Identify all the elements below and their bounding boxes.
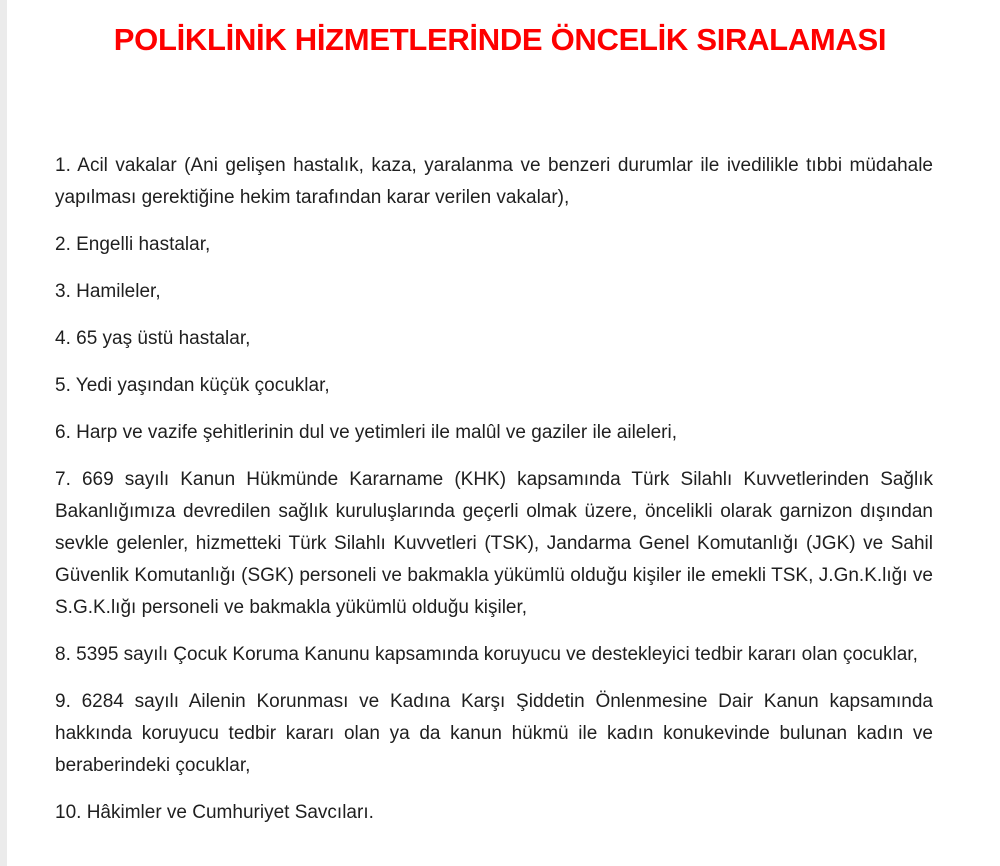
priority-item-5: 5. Yedi yaşından küçük çocuklar,: [55, 375, 330, 396]
priority-item-2: 2. Engelli hastalar,: [55, 234, 211, 255]
page-title: POLİKLİNİK HİZMETLERİNDE ÖNCELİK SIRALAMASI: [113, 22, 887, 57]
priority-item-3: 3. Hamileler,: [55, 281, 161, 302]
priority-item-6: 6. Harp ve vazife şehitlerinin dul ve yetimleri ile malûl ve gaziler ile aileleri,: [55, 422, 677, 443]
left-edge-artifact: [0, 0, 7, 866]
priority-item-7: 7. 669 sayılı Kanun Hükmünde Kararname (KHK) kapsamında Türk Silahlı Kuvvetlerinden Sağlık Bakanlığımıza devredilen sağlık kuruluşlarında geçerli olmak üzere, öncelikli olarak garnizon dışından sevkle gelenler, hizmetteki Türk Silahlı Kuvvetleri (TSK), Jandarma Genel Komutanlığı (JGK) ve Sahil Güvenlik Komutanlığı (SGK) personeli ve bakmakla yükümlü olduğu kişiler ile emekli TSK, J.Gn.K.lığı ve S.G.K.lığı personeli ve bakmakla yükümlü olduğu kişiler,: [55, 469, 933, 618]
priority-list: [55, 150, 933, 829]
priority-item-8: 8. 5395 sayılı Çocuk Koruma Kanunu kapsamında koruyucu ve destekleyici tedbir kararı olan çocuklar,: [55, 644, 918, 665]
priority-item-4: 4. 65 yaş üstü hastalar,: [55, 328, 251, 349]
priority-item-10: 10. Hâkimler ve Cumhuriyet Savcıları.: [55, 802, 374, 823]
priority-item-1: 1. Acil vakalar (Ani gelişen hastalık, kaza, yaralanma ve benzeri durumlar ile ivedilikle tıbbi müdahale yapılması gerektiğine hekim tarafından karar verilen vakalar),: [55, 155, 933, 208]
priority-item-9: 9. 6284 sayılı Ailenin Korunması ve Kadına Karşı Şiddetin Önlenmesine Dair Kanun kapsamında hakkında koruyucu tedbir kararı olan ya da kanun hükmü ile kadın konukevinde bulunan kadın ve beraberindeki çocuklar,: [55, 691, 933, 776]
